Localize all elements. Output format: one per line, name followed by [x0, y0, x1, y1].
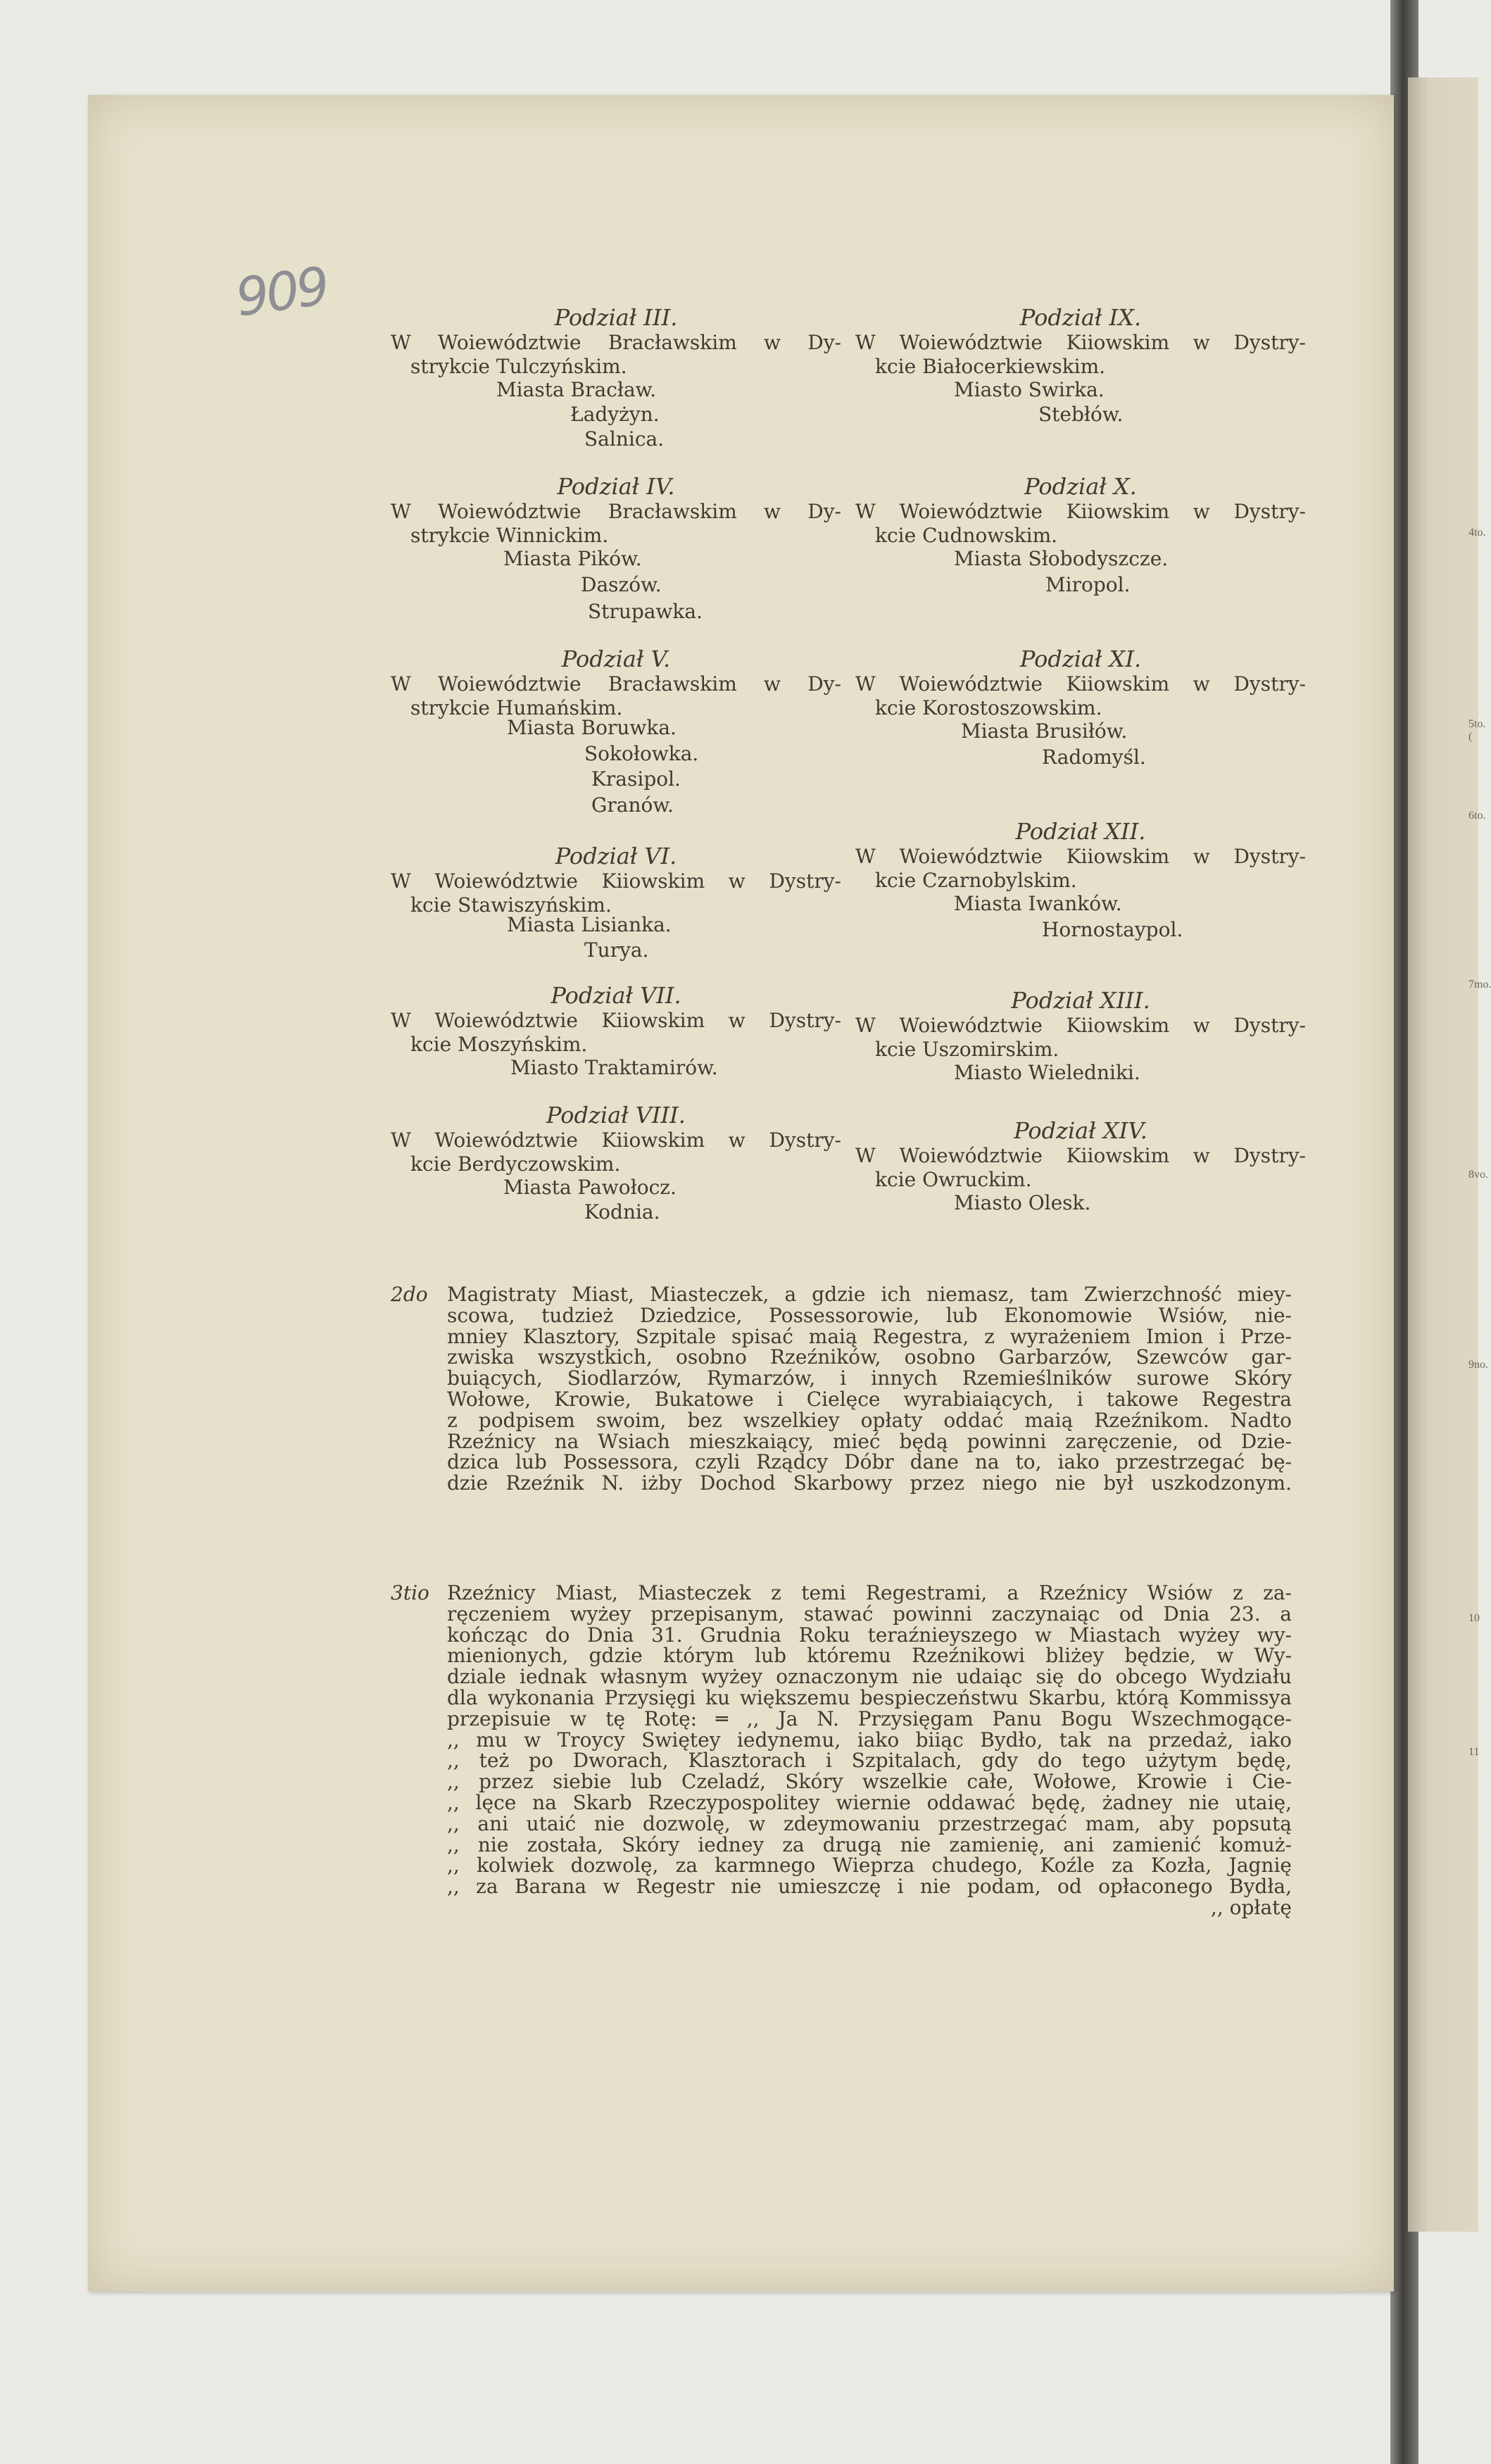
paragraph-line: ,, kolwiek dozwolę, za karmnego Wieprza chudego, Koźle za Kozła, Jagnię [447, 1854, 1292, 1878]
paragraph-line: mienionych, gdzie którym lub któremu Rzeźnikowi bliżey będzie, w Wy- [447, 1644, 1292, 1668]
town-entry: Hornostaypol. [1042, 918, 1183, 941]
paragraph-line: Rzeźnicy Miast, Miasteczek z temi Regestrami, a Rzeźnicy Wsiów z za- [447, 1581, 1292, 1604]
paragraph-line: kończąc do Dnia 31. Grudnia Roku teraźnieyszego w Miastach wyżey wy- [447, 1623, 1292, 1647]
margin-mark: 6to. [1468, 810, 1486, 822]
division-section [855, 304, 1306, 473]
town-entry: Salnica. [584, 427, 665, 451]
margin-mark: 10 [1468, 1612, 1480, 1624]
division-section [855, 1117, 1306, 1244]
town-entry: Daszów. [581, 573, 662, 596]
margin-mark: 11 [1468, 1746, 1480, 1758]
division-text-line: kcie Stawiszyńskim. [410, 893, 612, 917]
division-text-line: W Woiewództwie Kiiowskim w Dystry- [391, 1009, 841, 1032]
division-text-line: W Woiewództwie Kiiowskim w Dystry- [391, 869, 841, 893]
town-entry: Granów. [591, 793, 674, 817]
paragraph-line: Rzeźnicy na Wsiach mieszkaiący, mieć będą powinni zaręczenie, od Dzie- [447, 1429, 1292, 1453]
town-entry: Miasta Słobodyszcze. [954, 547, 1169, 570]
margin-mark: 9no. [1468, 1359, 1488, 1371]
division-text-line: kcie Czarnobylskim. [875, 868, 1077, 892]
division-section [855, 818, 1306, 987]
division-text-line: W Woiewództwie Kiiowskim w Dystry- [855, 845, 1306, 868]
division-text-line: W Woiewództwie Kiiowskim w Dystry- [855, 672, 1306, 696]
paragraph-number: 3tio [391, 1581, 429, 1604]
division-heading: Podział VI. [555, 843, 677, 869]
division-heading: Podział X. [1024, 473, 1137, 500]
town-entry: Miasta Iwanków. [954, 892, 1122, 915]
paragraph-line: dziale iednak własnym wyżey oznaczonym nie udaiąc się do obcego Wydziału [447, 1665, 1292, 1689]
division-text-line: W Woiewództwie Bracławskim w Dy- [391, 500, 841, 523]
division-heading: Podział XIV. [1014, 1117, 1147, 1144]
division-heading: Podział V. [561, 646, 671, 672]
division-text-line: kcie Białocerkiewskim. [875, 354, 1106, 378]
catchword: ,, opłatę [1210, 1895, 1292, 1919]
division-heading: Podział XII. [1015, 818, 1146, 845]
paragraph-line: ,, lęce na Skarb Rzeczypospolitey wiernie oddawać będę, żadney nie utaię, [447, 1790, 1292, 1814]
town-entry: Miasta Bracław. [496, 378, 657, 401]
division-heading: Podział III. [554, 304, 678, 331]
paragraph-line: dla wykonania Przysięgi ku większemu bespieczeństwu Skarbu, którą Kommissya [447, 1685, 1292, 1709]
town-entry: Miasta Pawołocz. [503, 1176, 677, 1199]
margin-mark: 8vo. [1468, 1169, 1488, 1181]
town-entry: Miasta Brusiłów. [961, 719, 1128, 743]
paragraph-line: przepisuie w tę Rotę: ═ ,, Ja N. Przysięgam Panu Bogu Wszechmogące- [447, 1706, 1292, 1730]
town-entry: Kodnia. [584, 1200, 660, 1224]
town-entry: Miasta Boruwka. [507, 716, 677, 739]
town-entry: Miasto Traktamirów. [510, 1056, 718, 1079]
town-entry: Miasta Pików. [503, 547, 642, 570]
town-entry: Miasto Wieledniki. [954, 1061, 1140, 1084]
town-entry: Radomyśl. [1042, 746, 1146, 769]
town-entry: Ładyżyn. [570, 403, 660, 426]
division-heading: Podział VIII. [546, 1102, 686, 1129]
paragraph-2do [391, 1283, 1292, 1495]
town-entry: Miasta Lisianka. [507, 913, 672, 936]
paragraph-line: ,, mu w Troycy Swiętey iedynemu, iako biiąc Bydło, tak na przedaż, iako [447, 1728, 1292, 1752]
paragraph-line: zwiska wszystkich, osobno Rzeźników, osobno Garbarzów, Szewców gar- [447, 1345, 1292, 1369]
paragraph-number: 2do [391, 1283, 428, 1306]
paragraph-line: ,, przez siebie lub Czeladź, Skóry wszelkie całe, Wołowe, Krowie i Cie- [447, 1770, 1292, 1794]
paragraph-line: z podpisem swoim, bez wszelkiey opłaty oddać maią Rzeźnikom. Nadto [447, 1408, 1292, 1432]
division-section [391, 1102, 841, 1228]
paragraph-line: Wołowe, Krowie, Bukatowe i Cielęce wyrabiaiących, i takowe Regestra [447, 1387, 1292, 1411]
division-section [391, 982, 841, 1102]
division-section [391, 473, 841, 646]
division-section [391, 646, 841, 843]
division-section [855, 646, 1306, 818]
division-text-line: W Woiewództwie Kiiowskim w Dystry- [855, 1144, 1306, 1167]
left-column [391, 304, 841, 1228]
town-entry: Miropol. [1045, 573, 1131, 596]
town-entry: Miasto Olesk. [954, 1191, 1091, 1214]
paragraph-line: ,, też po Dworach, Klasztorach i Szpitalach, gdy do tego użytym będę, [447, 1749, 1292, 1773]
division-text-line: W Woiewództwie Kiiowskim w Dystry- [855, 331, 1306, 354]
division-section [855, 473, 1306, 646]
paragraph-3tio [391, 1581, 1292, 1919]
paragraph-line: mniey Klasztory, Szpitale spisać maią Regestra, z wyrażeniem Imion i Prze- [447, 1324, 1292, 1348]
town-entry: Miasto Swirka. [954, 378, 1105, 401]
division-text-line: kcie Korostoszowskim. [875, 696, 1102, 719]
division-section [855, 987, 1306, 1117]
paragraph-line: ,, ani utaić nie dozwolę, w zdeymowaniu przestrzegać mam, aby popsutą [447, 1811, 1292, 1835]
paragraph-line: scowa, tudzież Dziedzice, Possessorowie, lub Ekonomowie Wsiów, nie- [447, 1303, 1292, 1327]
division-heading: Podział VII. [551, 982, 681, 1009]
division-section [391, 843, 841, 982]
division-text-line: kcie Owruckim. [875, 1167, 1032, 1191]
division-text-line: W Woiewództwie Bracławskim w Dy- [391, 331, 841, 354]
division-heading: Podział IV. [557, 473, 675, 500]
division-text-line: kcie Moszyńskim. [410, 1032, 588, 1056]
handwritten-page-number: 909 [232, 256, 331, 329]
margin-mark: 7mo. [1468, 979, 1491, 991]
paragraph-line: ,, za Barana w Regestr nie umieszczę i nie podam, od opłaconego Bydła, [447, 1875, 1292, 1899]
town-entry: Sokołowka. [584, 742, 699, 765]
margin-mark: 4to. [1468, 527, 1486, 539]
division-text-line: W Woiewództwie Kiiowskim w Dystry- [855, 500, 1306, 523]
division-text-line: kcie Cudnowskim. [875, 523, 1058, 547]
division-text-line: W Woiewództwie Bracławskim w Dy- [391, 672, 841, 696]
division-heading: Podział XI. [1019, 646, 1142, 672]
division-text-line: W Woiewództwie Kiiowskim w Dystry- [391, 1129, 841, 1152]
paragraph-line: buiących, Siodlarzów, Rymarzów, i innych Rzemieślników surowe Skóry [447, 1366, 1292, 1390]
division-text-line: strykcie Humańskim. [410, 696, 623, 719]
town-entry: Krasipol. [591, 767, 681, 791]
paragraph-line: Magistraty Miast, Miasteczek, a gdzie ich niemasz, tam Zwierzchność miey- [447, 1283, 1292, 1306]
margin-mark: 5to. ( [1468, 718, 1486, 743]
division-text-line: W Woiewództwie Kiiowskim w Dystry- [855, 1014, 1306, 1037]
division-heading: Podział XIII. [1011, 987, 1150, 1014]
adjacent-page-edge [1408, 77, 1491, 2232]
division-text-line: strykcie Winnickim. [410, 523, 609, 547]
paragraph-line: ,, nie została, Skóry iedney za drugą nie zamienię, ani zamienić komuż- [447, 1833, 1292, 1856]
division-text-line: kcie Berdyczowskim. [410, 1152, 621, 1176]
paragraph-line: ręczeniem wyżey przepisanym, stawać powinni zaczynaiąc od Dnia 23. a [447, 1602, 1292, 1626]
town-entry: Strupawka. [588, 600, 703, 623]
division-heading: Podział IX. [1019, 304, 1142, 331]
division-text-line: kcie Uszomirskim. [875, 1037, 1059, 1061]
town-entry: Stebłów. [1038, 403, 1124, 426]
paragraph-line: dzie Rzeźnik N. iżby Dochod Skarbowy przez niego nie był uszkodzonym. [447, 1471, 1292, 1495]
town-entry: Turya. [584, 938, 649, 962]
division-text-line: strykcie Tulczyńskim. [410, 354, 627, 378]
paragraph-line: dzica lub Possessora, czyli Rządcy Dóbr dane na to, iako przestrzegać bę- [447, 1450, 1292, 1474]
right-column [855, 304, 1306, 1244]
division-section [391, 304, 841, 473]
